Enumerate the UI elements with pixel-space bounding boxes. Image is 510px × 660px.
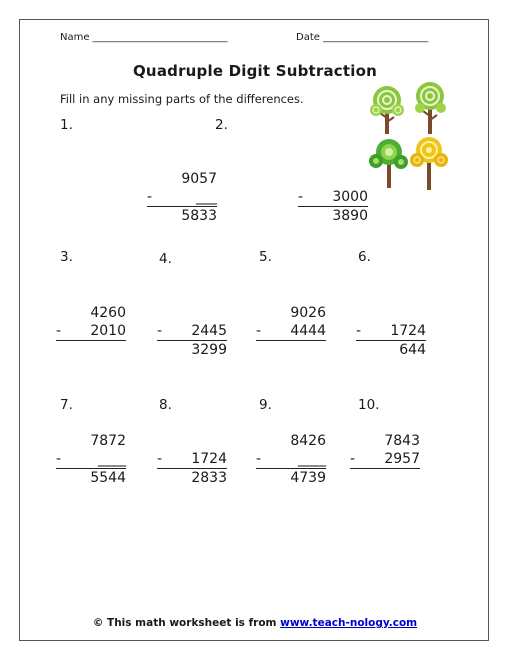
minuend: 8426: [290, 433, 326, 449]
difference: 644: [399, 342, 426, 358]
minuend: 9026: [290, 305, 326, 321]
minuend: 9057: [181, 171, 217, 187]
difference: [56, 341, 126, 359]
difference: 3890: [332, 208, 368, 224]
subtrahend-row: [256, 450, 326, 469]
problem-number-9: 9.: [259, 397, 272, 413]
date-field-label: Date _____________________: [296, 32, 429, 43]
difference: [256, 341, 326, 359]
problem-number-2: 2.: [215, 117, 228, 133]
subtraction-problem-8: [157, 432, 227, 487]
minus-sign: -: [256, 323, 262, 339]
minuend: [157, 304, 227, 322]
minuend: [298, 170, 368, 188]
minus-sign: -: [356, 323, 362, 339]
subtraction-problem-3: [56, 304, 126, 359]
footer-link[interactable]: www.teach-nology.com: [280, 617, 418, 629]
subtraction-problem-1: [147, 170, 217, 225]
problem-number-6: 6.: [358, 249, 371, 265]
difference: 2833: [191, 470, 227, 486]
minuend: 7872: [90, 433, 126, 449]
trees-illustration: [367, 80, 449, 192]
subtrahend: 1724: [191, 451, 227, 467]
minus-sign: -: [157, 451, 163, 467]
difference: 4739: [290, 470, 326, 486]
problem-number-10: 10.: [358, 397, 380, 413]
difference: 5544: [90, 470, 126, 486]
problem-number-3: 3.: [60, 249, 73, 265]
minus-sign: -: [147, 189, 153, 205]
problem-number-7: 7.: [60, 397, 73, 413]
subtrahend: 2445: [191, 323, 227, 339]
subtrahend: 4444: [290, 323, 326, 339]
subtrahend: 2010: [90, 323, 126, 339]
subtrahend: ____: [298, 451, 326, 467]
minuend: 4260: [90, 305, 126, 321]
problem-number-4: 4.: [159, 251, 172, 267]
minus-sign: -: [298, 189, 304, 205]
minuend: [157, 432, 227, 450]
subtrahend: 1724: [390, 323, 426, 339]
subtraction-problem-6: [356, 304, 426, 359]
subtrahend-row: [56, 322, 126, 341]
page-title: Quadruple Digit Subtraction: [132, 62, 377, 80]
difference: [350, 469, 420, 487]
minus-sign: -: [350, 451, 356, 467]
subtrahend-row: [157, 322, 227, 341]
problem-number-5: 5.: [259, 249, 272, 265]
subtrahend: ___: [196, 189, 217, 205]
problem-number-1: 1.: [60, 117, 73, 133]
subtrahend-row: [298, 188, 368, 207]
name-field-label: Name ___________________________: [60, 32, 228, 43]
subtraction-problem-9: [256, 432, 326, 487]
minus-sign: -: [256, 451, 262, 467]
minuend: 7843: [384, 433, 420, 449]
minus-sign: -: [56, 323, 62, 339]
subtrahend-row: [147, 188, 217, 207]
subtraction-problem-4: [157, 304, 227, 359]
subtrahend: ____: [98, 451, 126, 467]
difference: 5833: [181, 208, 217, 224]
subtraction-problem-2: [298, 170, 368, 225]
subtraction-problem-5: [256, 304, 326, 359]
difference: 3299: [191, 342, 227, 358]
subtrahend: 3000: [332, 189, 368, 205]
subtrahend-row: [56, 450, 126, 469]
footer-text: © This math worksheet is from: [92, 617, 281, 629]
subtraction-problem-10: [350, 432, 420, 487]
instructions: Fill in any missing parts of the differences.: [60, 92, 304, 106]
minus-sign: -: [56, 451, 62, 467]
subtrahend-row: [256, 322, 326, 341]
subtrahend-row: [356, 322, 426, 341]
subtrahend-row: [157, 450, 227, 469]
subtraction-problem-7: [56, 432, 126, 487]
footer: [0, 617, 510, 629]
problem-number-8: 8.: [159, 397, 172, 413]
subtrahend: 2957: [384, 451, 420, 467]
subtrahend-row: [350, 450, 420, 469]
minuend: [356, 304, 426, 322]
minus-sign: -: [157, 323, 163, 339]
